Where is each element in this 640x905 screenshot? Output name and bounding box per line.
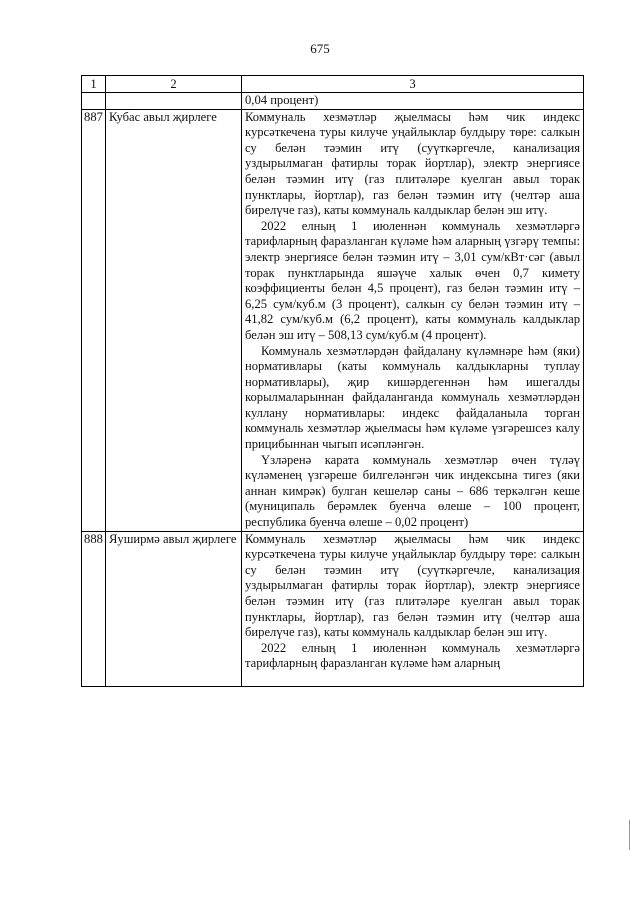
scan-edge-mark	[629, 820, 630, 850]
table-header-row	[82, 76, 584, 93]
header-col-2: 2	[106, 76, 242, 93]
row-number: 888	[82, 531, 106, 686]
paragraph: Коммуналь хезмәтләр җыелмасы һәм чик индекс курсәткечена туры килуче уңайлыклар булдыру төре: салкын су белән тәэмин итү (суүткәргечле, канализация уздырылмаган фатирлы торак йортлар), электр энергиясе белән тәэмин итү (газ плитәләре куелган авыл торак пунктлары, йортлар), газ белән тәэмин итү (челтәр аша бирелүче газ), каты коммуналь калдыклар белән эш итү.	[245, 531, 580, 640]
continuation-text: 0,04 процент)	[242, 93, 584, 110]
settlement-name: Кубас авыл җирлеге	[106, 109, 242, 531]
document-table	[81, 75, 584, 687]
settlement-name: Яуширмә авыл җирлеге	[106, 531, 242, 686]
continuation-row	[82, 93, 584, 110]
paragraph: Коммуналь хезмәтләрдән файдалану күләмнәре һәм (яки) нормативлары (каты коммуналь калдыкларны туплау нормативлары), җир кишәрдегеннән һәм ишегалды корылмаларыннан файдаланганда коммуналь хезмәтләрдән куллану нормативлары: индекс файдаланыла торган коммуналь хезмәтләр җыелмасы һәм күләме үзгәрешсез калу прицибыннан чыгып исәпләнгән.	[245, 343, 580, 452]
description-cell	[242, 531, 584, 686]
header-col-1: 1	[82, 76, 106, 93]
page-number: 675	[310, 41, 330, 56]
paragraph: Үзләренә карата коммуналь хезмәтләр өчен түләү күләменең үзгәреше билгеләнгән чик индексына тигез (яки аннан кимрәк) булган кешеләр саны – 686 теркәлгән кеше (муниципаль берәмлек буенча өлеше – 100 процент, республика буенча өлеше – 0,02 процент)	[245, 452, 580, 530]
paragraph: 2022 елның 1 июленнән коммуналь хезмәтләргә тарифларның фаразланган күләме һәм аларның	[245, 640, 580, 671]
table-row	[82, 531, 584, 686]
description-cell	[242, 109, 584, 531]
paragraph: Коммуналь хезмәтләр җыелмасы һәм чик индекс курсәткечена туры килуче уңайлыклар булдыру төре: салкын су белән тәэмин итү (суүткәргечле, канализация уздырылмаган фатирлы торак йортлар), электр энергиясе белән тәэмин итү (газ плитәләре куелган авыл торак пунктлары, йортлар), газ белән тәэмин итү (челтәр аша бирелүче газ), каты коммуналь калдыклар белән эш итү.	[245, 109, 580, 218]
row-number: 887	[82, 109, 106, 531]
header-col-3: 3	[242, 76, 584, 93]
table-row	[82, 109, 584, 531]
paragraph: 2022 елның 1 июленнән коммуналь хезмәтләргә тарифларның фаразланган күләме һәм аларның үзгәрү темпы: электр энергиясе белән тәэмин итү – 3,01 сум/кВт·сәг (авыл торак пунктларында яшәүче халык өчен 0,7 кимету коэффициенты белән 4,5 процент), газ белән тәэмин итү – 6,25 сум/куб.м (3 процент), салкын су белән тәэмин итү – 41,82 сум/куб.м (6,2 процент), каты коммуналь калдыклар белән эш итү – 508,13 сум/куб.м (4 процент).	[245, 218, 580, 342]
